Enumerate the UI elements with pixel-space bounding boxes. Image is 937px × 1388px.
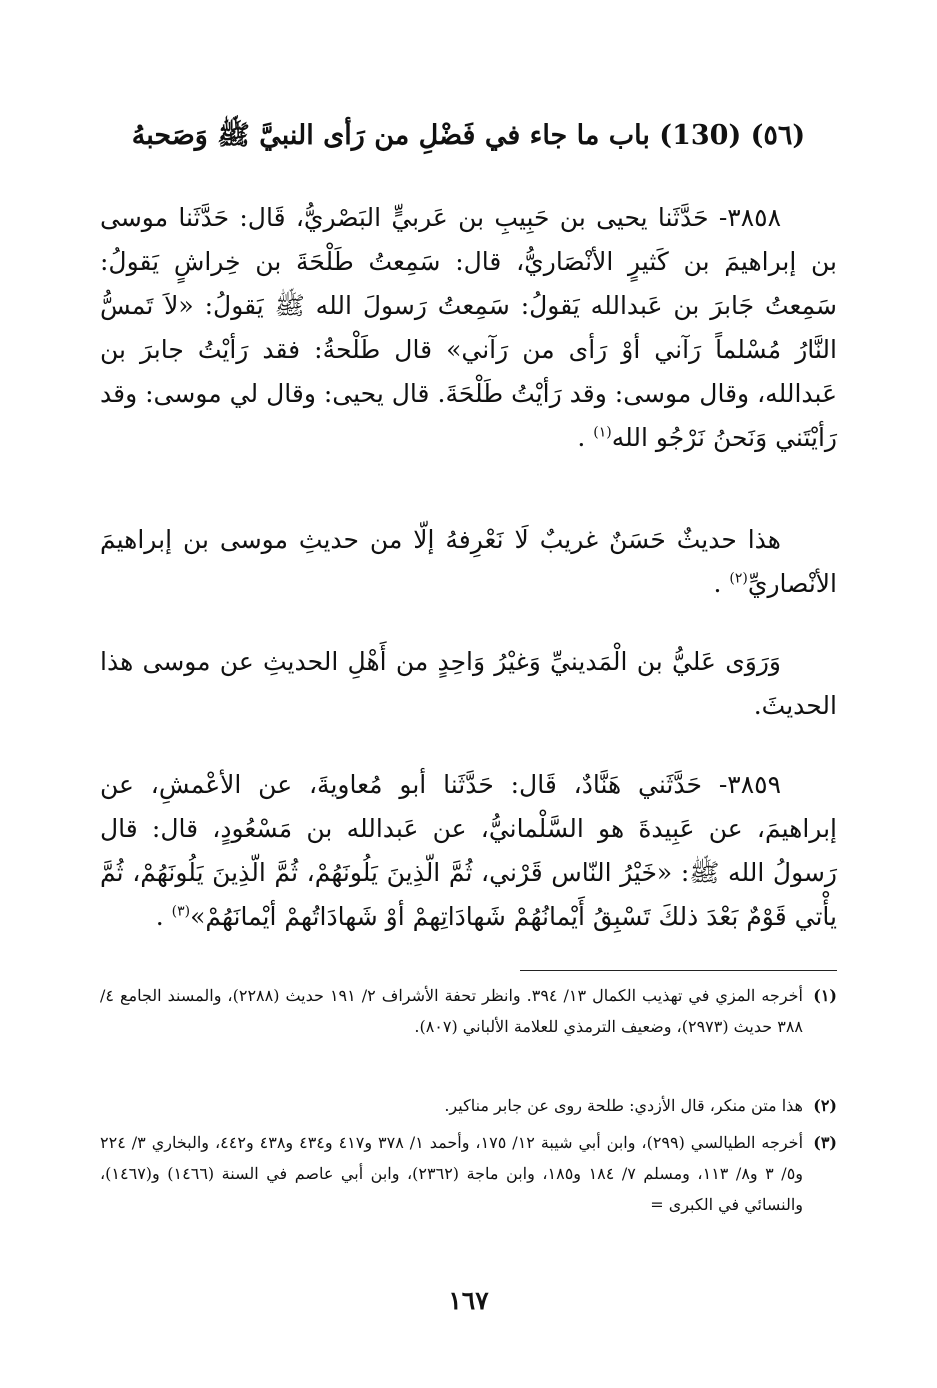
footnote-divider xyxy=(520,970,837,971)
footnote-1 xyxy=(100,980,837,1042)
footnote-number: (٣) xyxy=(813,1133,837,1152)
footnote-ref-1: (١) xyxy=(593,424,612,441)
footnote-3 xyxy=(100,1127,837,1220)
comment-grading-end: . xyxy=(713,569,730,598)
footnote-text: أخرجه المزي في تهذيب الكمال ١٣/ ٣٩٤. وانظر تحفة الأشراف ٢/ ١٩١ حديث (٢٢٨٨)، والمسند الجامع ٤/ ٣٨٨ حديث (٢٩٧٣)، وضعيف الترمذي للعلامة الألباني (٨٠٧). xyxy=(100,986,803,1036)
comment-grading-text: هذا حديثٌ حَسَنٌ غريبٌ لَا نَعْرِفهُ إلّا من حديثِ موسى بن إبراهيمَ الأنْصاريِّ xyxy=(100,525,837,598)
comment-grading xyxy=(100,518,837,606)
hadith-3859-end: . xyxy=(155,902,172,931)
hadith-3858 xyxy=(100,196,837,460)
hadith-3859-text: ٣٨٥٩- حَدَّثَني هَنَّادٌ، قَال: حَدَّثَنا أبو مُعاويةَ، عن الأعْمشِ، عن إبراهيمَ، عن عَبِيدةَ هو السَّلْمانيُّ، عن عَبدالله بن مَسْعُودٍ، قال: قال رَسولُ الله ﷺ: «خَيْرُ النّاس قَرْني، ثُمَّ الّذِينَ يَلُونَهُمْ، ثُمَّ الّذِينَ يَلُونَهُمْ، ثُمَّ يأْتي قَوْمٌ بَعْدَ ذلكَ تَسْبِقُ أَيْمانُهُمْ شَهادَاتِهمْ أوْ شَهادَاتُهمْ أيْمانَهُمْ» xyxy=(100,770,837,931)
footnote-text: هذا متن منكر، قال الأزدي: طلحة روى عن جابر مناكير. xyxy=(444,1096,803,1115)
footnote-2 xyxy=(100,1090,837,1121)
hadith-3859 xyxy=(100,763,837,939)
comment-narration-text: وَرَوَى عَليُّ بن الْمَدينيِّ وَغيْرُ وَاحِدٍ من أَهْلِ الحديثِ عن موسى هذا الحديثَ. xyxy=(100,647,837,720)
footnote-ref-3: (٣) xyxy=(171,903,191,920)
footnote-number: (٢) xyxy=(813,1096,837,1115)
comment-narration xyxy=(100,640,837,728)
chapter-title: (٥٦) (130) باب ما جاء في فَضْلِ من رَأى النبيَّ ﷺ وَصَحبهُ xyxy=(131,120,806,151)
footnote-text: أخرجه الطيالسي (٢٩٩)، وابن أبي شيبة ١٢/ ١٧٥، وأحمد ١/ ٣٧٨ و٤١٧ و٤٣٤ و٤٣٨ و٤٤٢، والبخاري ٣/ ٢٢٤ و٥/ ٣ و٨/ ١١٣، ومسلم ٧/ ١٨٤ و١٨٥، وابن ماجة (٢٣٦٢)، وابن أبي عاصم في السنة (١٤٦٦) و(١٤٦٧)، والنسائي في الكبرى = xyxy=(100,1133,804,1214)
page-number: ١٦٧ xyxy=(448,1286,489,1315)
hadith-3858-end: . xyxy=(577,423,594,452)
footnote-number: (١) xyxy=(813,986,837,1005)
footnote-ref-2: (٢) xyxy=(729,570,748,587)
hadith-3858-text: ٣٨٥٨- حَدَّثَنا يحيى بن حَبِيبِ بن عَربيٍّ البَصْريُّ، قَال: حَدَّثَنا موسى بن إبراهيمَ بن كَثيرٍ الأنْصَاريُّ، قال: سَمِعتُ طَلْحَةَ بن خِراشٍ يَقولُ: سَمِعتُ جَابرَ بن عَبدالله يَقولُ: سَمِعتُ رَسولَ الله ﷺ يَقولُ: «لاَ تَمسُّ النَّارُ مُسْلماً رَآني أوْ رَأى من رَآني» قال طَلْحةُ: فقد رَأيْتُ جابرَ بن عَبدالله، وقال موسى: وقد رَأيْتُ طَلْحَةَ. قال يحيى: وقال لي موسى: وقد رَأيْتَني وَنَحنُ نَرْجُو الله xyxy=(100,203,837,452)
